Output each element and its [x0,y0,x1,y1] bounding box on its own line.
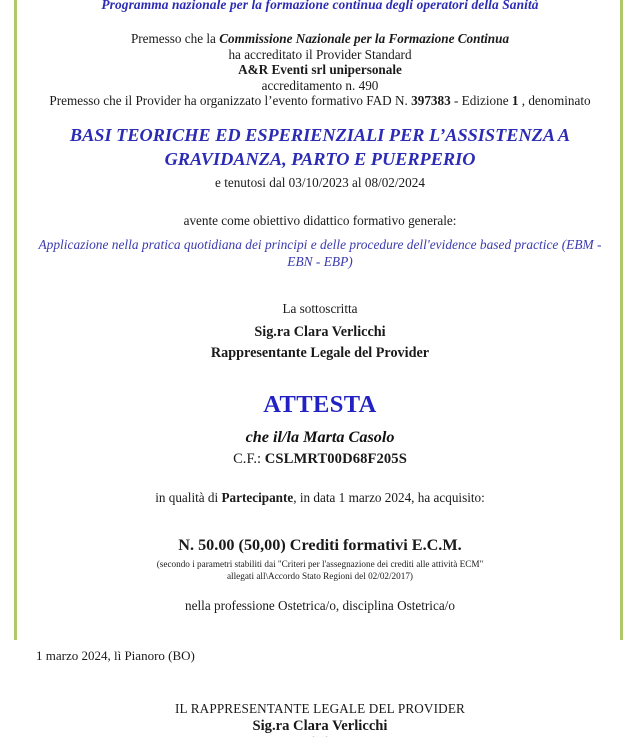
role-prefix: in qualità di [155,489,222,505]
spacer [22,109,618,124]
certificate-content [22,0,618,751]
left-border-rule [14,0,17,640]
spacer [22,614,618,648]
role-and-date-line [22,490,618,506]
fad-number: 397383 [411,93,451,109]
undersigned-name: Sig.ra Clara Verlicchi [254,323,386,340]
accreditation-number: accreditamento n. 490 [261,77,379,93]
preamble-line-event [22,93,618,109]
objective-label: avente come obiettivo didattico formativo generale: [183,213,457,229]
right-border-rule [620,0,623,640]
spacer [22,271,618,301]
spacer [22,229,618,236]
signer-role: IL RAPPRESENTANTE LEGALE DEL PROVIDER [175,700,465,716]
undersigned-role: Rappresentante Legale del Provider [210,345,430,362]
program-banner: Programma nazionale per la formazione continua degli operatori della Sanità [101,0,539,12]
event-prefix: Premesso che il Provider ha organizzato l’evento formativo FAD N. [49,93,412,109]
spacer [22,505,618,535]
commission-name: Commissione Nazionale per la Formazione Continua [219,31,510,46]
spacer [22,419,618,427]
participant-role: Partecipante [221,489,294,505]
event-title-line-1: BASI TEORICHE ED ESPERIENZIALI PER L’ASSISTENZA A [69,124,571,145]
spacer [22,664,618,700]
preamble-line-commission [22,31,618,47]
denominated-suffix: , denominato [518,93,591,109]
participant-name: Marta Casolo [303,428,395,447]
fiscal-code-line [22,450,618,468]
award-date-suffix: , in data 1 marzo 2024, ha acquisito: [293,489,485,505]
edition-number: 1 [511,93,519,109]
undersigned-label: La sottoscritta [282,300,358,316]
signature-mark: ⌒ [312,735,328,751]
spacer [22,191,618,213]
signature-block [22,700,618,752]
provider-name: A&R Eventi srl unipersonale [238,62,402,78]
participant-prefix: che il/la [245,428,304,447]
spacer [22,362,618,392]
spacer [22,468,618,490]
credits-fineprint-line-2: allegati all\Accordo Stato Regioni del 02/02/2017) [226,571,413,582]
signer-name: Sig.ra Clara Verlicchi [252,717,388,734]
spacer [22,16,618,31]
event-dates: e tenutosi dal 03/10/2023 al 08/02/2024 [215,175,425,191]
fiscal-code-value: CSLMRT00D68F205S [264,450,407,467]
credits-line: N. 50.00 (50,00) Crediti formativi E.C.M. [178,536,462,555]
preamble-line-accredited: ha accreditato il Provider Standard [228,46,412,62]
spacer [22,583,618,598]
fiscal-code-label: C.F.: [233,450,265,467]
profession-line: nella professione Ostetrica/o, disciplina Ostetrica/o [185,598,455,614]
preamble-prefix: Premesso che la [130,31,220,46]
attesta-heading: ATTESTA [263,391,377,419]
participant-line [22,427,618,447]
event-title-line-2: GRAVIDANZA, PARTO E PUERPERIO [164,148,476,169]
edition-prefix: - Edizione [450,93,512,109]
date-and-place: 1 marzo 2024, lì Pianoro (BO) [36,647,195,663]
objective-text: Applicazione nella pratica quotidiana dei principi e delle procedure dell'evidence based practice (EBM - EBN - EBP) [38,236,602,270]
credits-fineprint-line-1: (secondo i parametri stabiliti dai "Criteri per l'assegnazione dei crediti alle attività ECM" [156,558,484,569]
